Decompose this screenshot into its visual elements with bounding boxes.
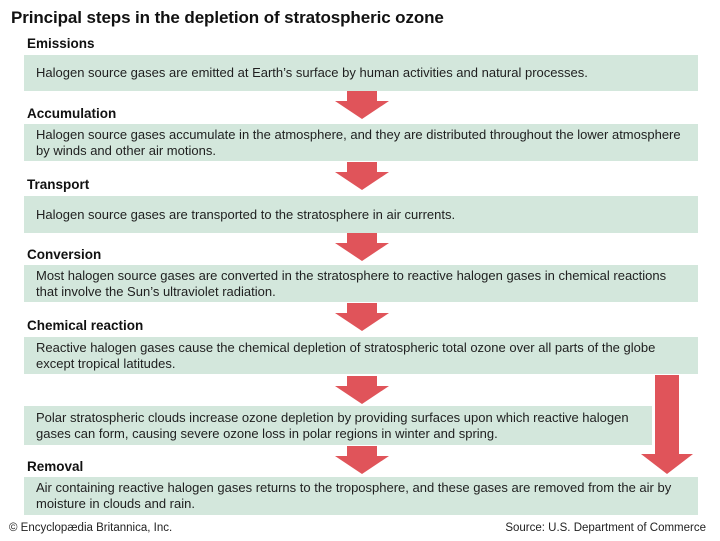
down-arrow-icon — [335, 376, 389, 404]
heading-accumulation: Accumulation — [27, 106, 117, 121]
bypass-down-arrow-icon — [641, 375, 693, 474]
step-box-conversion: Most halogen source gases are converted in the stratosphere to reactive halogen gases in chemical reactions that involve the Sun’s ultraviolet radiation. — [24, 265, 698, 302]
down-arrow-icon — [335, 162, 389, 190]
heading-removal: Removal — [27, 459, 84, 474]
credit-text: © Encyclopædia Britannica, Inc. — [9, 522, 173, 534]
heading-transport: Transport — [27, 177, 90, 192]
step-box-chemical-reaction: Reactive halogen gases cause the chemical depletion of stratospheric total ozone over all parts of the globe except tropical latitudes. — [24, 337, 698, 374]
heading-chemical-reaction: Chemical reaction — [27, 318, 144, 333]
down-arrow-icon — [335, 233, 389, 261]
source-text: Source: U.S. Department of Commerce — [505, 522, 706, 534]
step-box-removal: Air containing reactive halogen gases returns to the troposphere, and these gases are removed from the air by moisture in clouds and rain. — [24, 477, 698, 515]
diagram-title: Principal steps in the depletion of stratospheric ozone — [11, 8, 444, 27]
down-arrow-icon — [335, 91, 389, 119]
down-arrow-icon — [335, 303, 389, 331]
step-box-emissions: Halogen source gases are emitted at Earth’s surface by human activities and natural processes. — [24, 55, 698, 91]
step-box-accumulation: Halogen source gases accumulate in the atmosphere, and they are distributed throughout the lower atmosphere by winds and other air motions. — [24, 124, 698, 161]
heading-emissions: Emissions — [27, 36, 95, 51]
heading-conversion: Conversion — [27, 247, 102, 262]
down-arrow-icon — [335, 446, 389, 474]
step-box-transport: Halogen source gases are transported to the stratosphere in air currents. — [24, 196, 698, 233]
step-box-polar-clouds: Polar stratospheric clouds increase ozone depletion by providing surfaces upon which reactive halogen gases can form, causing severe ozone loss in polar regions in winter and spring. — [24, 406, 652, 445]
